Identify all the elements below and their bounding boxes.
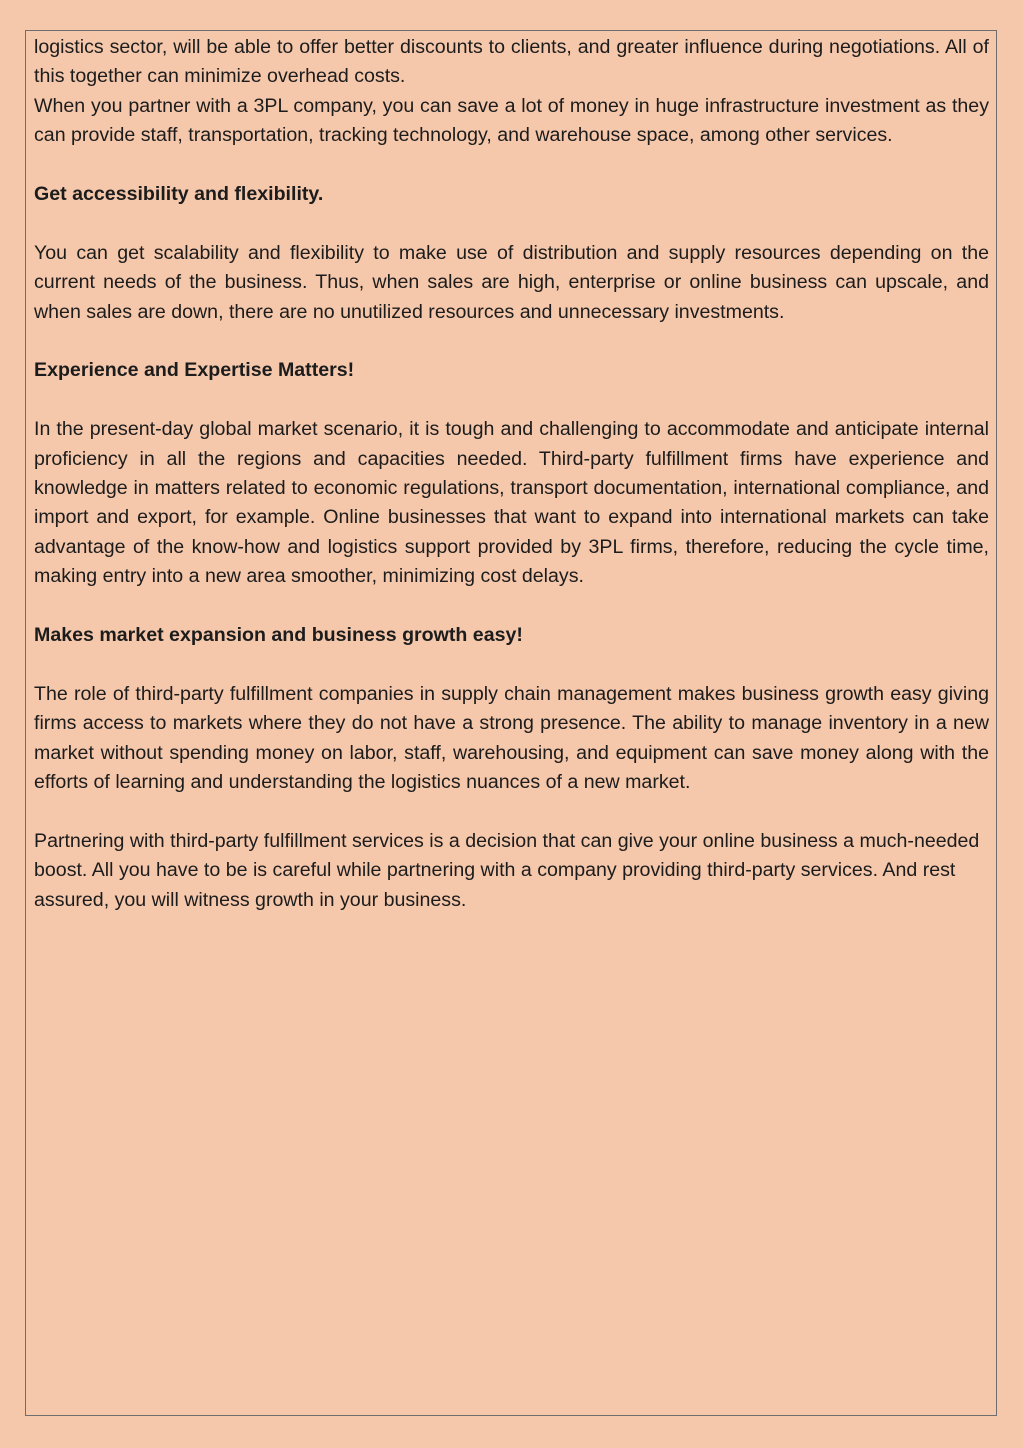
- section-heading-market-expansion: Makes market expansion and business growth easy!: [34, 624, 523, 647]
- intro-paragraph-1: logistics sector, will be able to offer better discounts to clients, and greater influence during negotiations. All of this together can minimize overhead costs.: [34, 36, 989, 88]
- section-body-accessibility: You can get scalability and flexibility to make use of distribution and supply resources depending on the current needs of the business. Thus, when sales are high, enterprise or online business can upscale, and when sales are down, there are no unutilized resources and unnecessary investments.: [34, 241, 989, 323]
- spacer: [34, 209, 989, 238]
- spacer: [34, 151, 989, 180]
- intro-paragraph-2: When you partner with a 3PL company, you can save a lot of money in huge infrastructure investment as they can provide staff, transportation, tracking technology, and warehouse space, among other services.: [34, 94, 989, 147]
- conclusion-paragraph: Partnering with third-party fulfillment services is a decision that can give your online business a much-needed boost. All you have to be is careful while partnering with a company providing third-party services. And rest assured, you will witness growth in your business.: [34, 829, 980, 911]
- spacer: [34, 650, 989, 679]
- spacer: [34, 797, 989, 826]
- section-body-experience: In the present-day global market scenario, it is tough and challenging to accommodate and anticipate internal proficiency in all the regions and capacities needed. Third-party fulfillment firms have experience and knowledge in matters related to economic regulations, transport documentation, international compliance, and import and export, for example. Online businesses that want to expand into international markets can take advantage of the know-how and logistics support provided by 3PL firms, therefore, reducing the cycle time, making entry into a new area smoother, minimizing cost delays.: [34, 418, 989, 588]
- spacer: [34, 386, 989, 415]
- section-heading-accessibility: Get accessibility and flexibility.: [34, 183, 324, 206]
- document-body: [34, 33, 989, 915]
- spacer: [34, 327, 989, 356]
- section-body-market-expansion: The role of third-party fulfillment companies in supply chain management makes business growth easy giving firms access to markets where they do not have a strong presence. The ability to manage inventory in a new market without spending money on labor, staff, warehousing, and equipment can save money along with the efforts of learning and understanding the logistics nuances of a new market.: [34, 682, 989, 794]
- spacer: [34, 592, 989, 621]
- section-heading-experience: Experience and Expertise Matters!: [34, 359, 355, 382]
